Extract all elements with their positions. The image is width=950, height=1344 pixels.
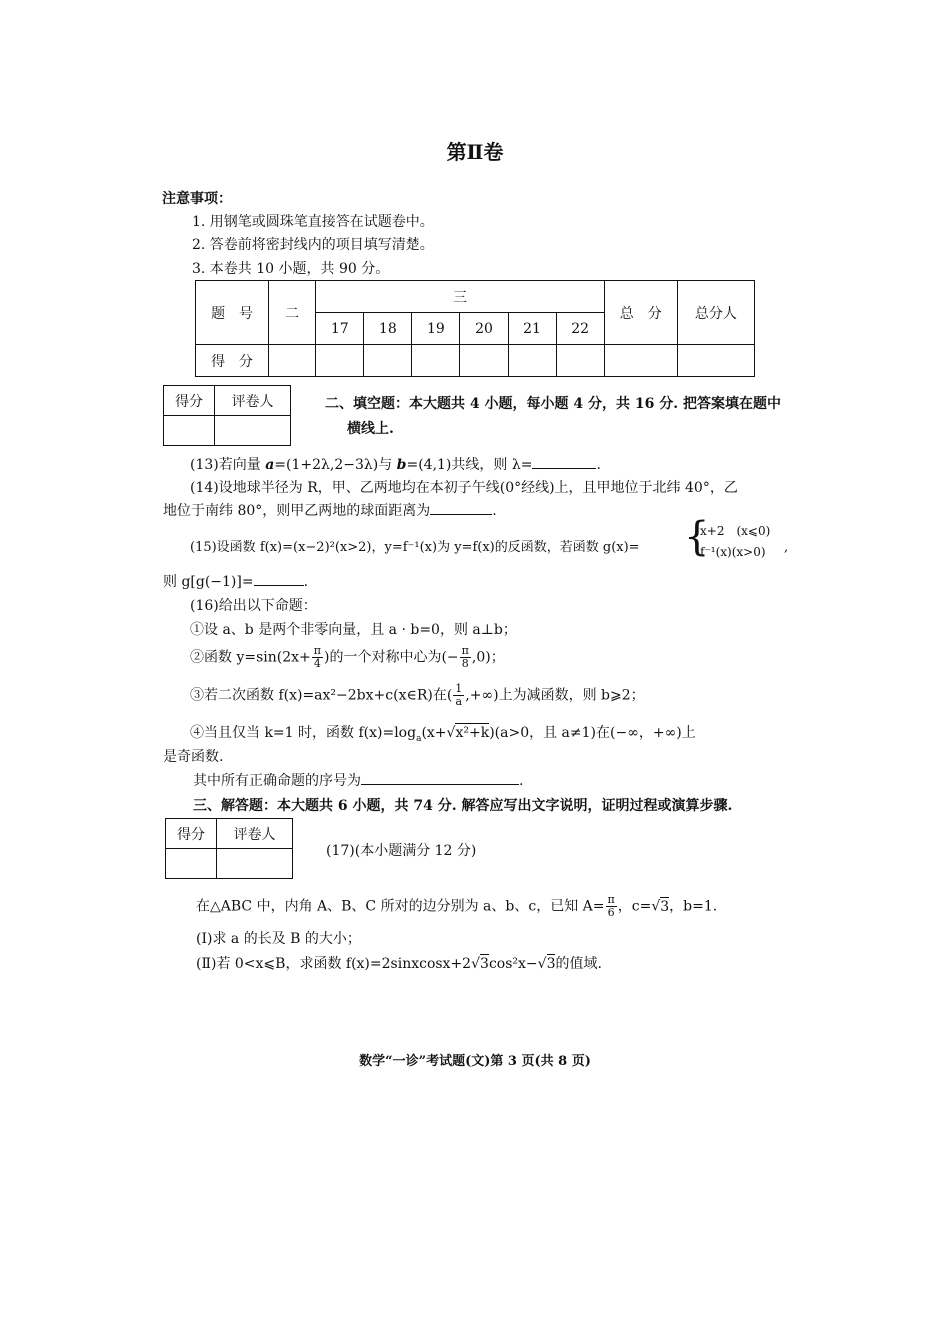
section-2-cell: 二 xyxy=(269,281,316,345)
mini-grader-label: 评卷人 xyxy=(217,819,293,849)
q-num-cell: 19 xyxy=(412,313,460,345)
piecewise-brace: { xyxy=(684,514,710,560)
answer-blank-14[interactable] xyxy=(430,514,492,515)
question-14-line1: (14)设地球半径为 R，甲、乙两地均在本初子午线(0°经线)上，且甲地位于北纬 40°，乙 xyxy=(190,480,738,496)
mini-defen-label: 得分 xyxy=(164,386,215,416)
question-16-ask: 其中所有正确命题的序号为 . xyxy=(193,773,524,789)
mini-score-cell[interactable] xyxy=(164,416,215,446)
proposition-3: ③若二次函数 f(x)=ax²−2bx+c(x∈R)在( $\frac{1}{a}$ ,+∞)上为减函数，则 b⩾2； xyxy=(190,682,645,708)
defen-row-label: 得 分 xyxy=(196,345,269,377)
piecewise-comma: , xyxy=(784,540,789,555)
notice-item-2: 2. 答卷前将密封线内的项目填写清楚。 xyxy=(192,237,434,253)
mini-score-cell[interactable] xyxy=(166,849,217,879)
proposition-4: ④当且仅当 k=1 时，函数 $f(x)=\log_a(x+√x^2+k)(a>0$，且 a≠1)在(−∞，+∞)上 xyxy=(190,725,696,744)
question-17-part1: (Ⅰ)求 a 的长及 B 的大小； xyxy=(196,931,361,947)
section2-heading-line1: 二、填空题：本大题共 4 小题，每小题 4 分，共 16 分. 把答案填在题中 xyxy=(325,396,781,412)
score-input-cell[interactable] xyxy=(316,345,364,377)
fraction-pi-over-4: $\frac{\pi}{4}$ xyxy=(313,644,321,670)
q-num-cell: 20 xyxy=(460,313,508,345)
score-input-cell[interactable] xyxy=(269,345,316,377)
score-input-cell[interactable] xyxy=(604,345,677,377)
answer-blank-16[interactable] xyxy=(361,784,519,785)
score-input-cell[interactable] xyxy=(364,345,412,377)
fraction-pi-over-6: $\frac{\pi}{6}$ xyxy=(607,893,615,919)
score-input-cell[interactable] xyxy=(677,345,754,377)
score-input-cell[interactable] xyxy=(508,345,556,377)
section3-heading: 三、解答题：本大题共 6 小题，共 74 分. 解答应写出文字说明，证明过程或演算步骤. xyxy=(193,798,733,814)
question-17-label: (17)(本小题满分 12 分) xyxy=(326,843,477,859)
answer-blank-15[interactable] xyxy=(254,585,304,586)
mini-grader-cell[interactable] xyxy=(217,849,293,879)
question-13: (13)若向量 a=(1+2λ,2−3λ)与 b=(4,1)共线，则 λ= . xyxy=(190,457,601,473)
proposition-1: ①设 a、b 是两个非零向量，且 a · b=0，则 a⊥b； xyxy=(190,622,517,638)
q-num-cell: 17 xyxy=(316,313,364,345)
score-table xyxy=(195,280,755,377)
mini-grader-cell[interactable] xyxy=(215,416,291,446)
fraction-pi-over-8: $\frac{\pi}{8}$ xyxy=(461,644,469,670)
tihao-cell: 题 号 xyxy=(196,281,269,345)
proposition-4-line2: 是奇函数. xyxy=(163,749,224,765)
notice-item-3: 3. 本卷共 10 小题，共 90 分。 xyxy=(192,261,390,277)
notice-heading: 注意事项： xyxy=(162,191,232,207)
section2-heading-line2: 横线上. xyxy=(347,421,394,437)
page-title: 第Ⅱ卷 xyxy=(446,140,504,164)
q-num-cell: 22 xyxy=(556,313,604,345)
fraction-1-over-a: $\frac{1}{a}$ xyxy=(455,682,463,708)
q-num-cell: 21 xyxy=(508,313,556,345)
score-input-cell[interactable] xyxy=(412,345,460,377)
mini-score-table-2 xyxy=(165,818,293,879)
question-17-part2: (Ⅱ)若 0<x⩽B，求函数 f(x)=2sinxcosx+2√3cos²x−√3的值域. xyxy=(196,956,602,972)
score-input-cell[interactable] xyxy=(460,345,508,377)
mini-defen-label: 得分 xyxy=(166,819,217,849)
notice-item-1: 1. 用钢笔或圆珠笔直接答在试题卷中。 xyxy=(192,214,434,230)
question-17-stem: 在△ABC 中，内角 A、B、C 所对的边分别为 a、b、c，已知 A= $\frac{\pi}{6}$ ，c=√3，b=1. xyxy=(196,893,718,919)
total-scorer-cell: 总分人 xyxy=(677,281,754,345)
mini-grader-label: 评卷人 xyxy=(215,386,291,416)
page-footer: 数学“一诊”考试题(文)第 3 页(共 8 页) xyxy=(359,1054,591,1069)
score-input-cell[interactable] xyxy=(556,345,604,377)
proposition-2: ②函数 y=sin(2x+ $\frac{\pi}{4}$ )的一个对称中心为(− $\frac{\pi}{8}$ ,0)； xyxy=(190,644,505,670)
section-3-cell: 三 xyxy=(316,281,604,313)
question-15-line2: 则 g[g(−1)]= . xyxy=(163,574,309,590)
total-score-cell: 总 分 xyxy=(604,281,677,345)
piecewise-case-2: f⁻¹(x)(x>0) xyxy=(700,545,766,559)
question-16-intro: (16)给出以下命题： xyxy=(190,598,317,614)
q-num-cell: 18 xyxy=(364,313,412,345)
question-15: (15)设函数 f(x)=(x−2)²(x>2)，y=f⁻¹(x)为 y=f(x)的反函数，若函数 g(x)= xyxy=(190,540,640,555)
question-14-line2: 地位于南纬 80°，则甲乙两地的球面距离为 . xyxy=(163,503,497,519)
answer-blank-13[interactable] xyxy=(532,468,596,469)
piecewise-case-1: x+2 (x⩽0) xyxy=(700,524,771,538)
mini-score-table-1 xyxy=(163,385,291,446)
